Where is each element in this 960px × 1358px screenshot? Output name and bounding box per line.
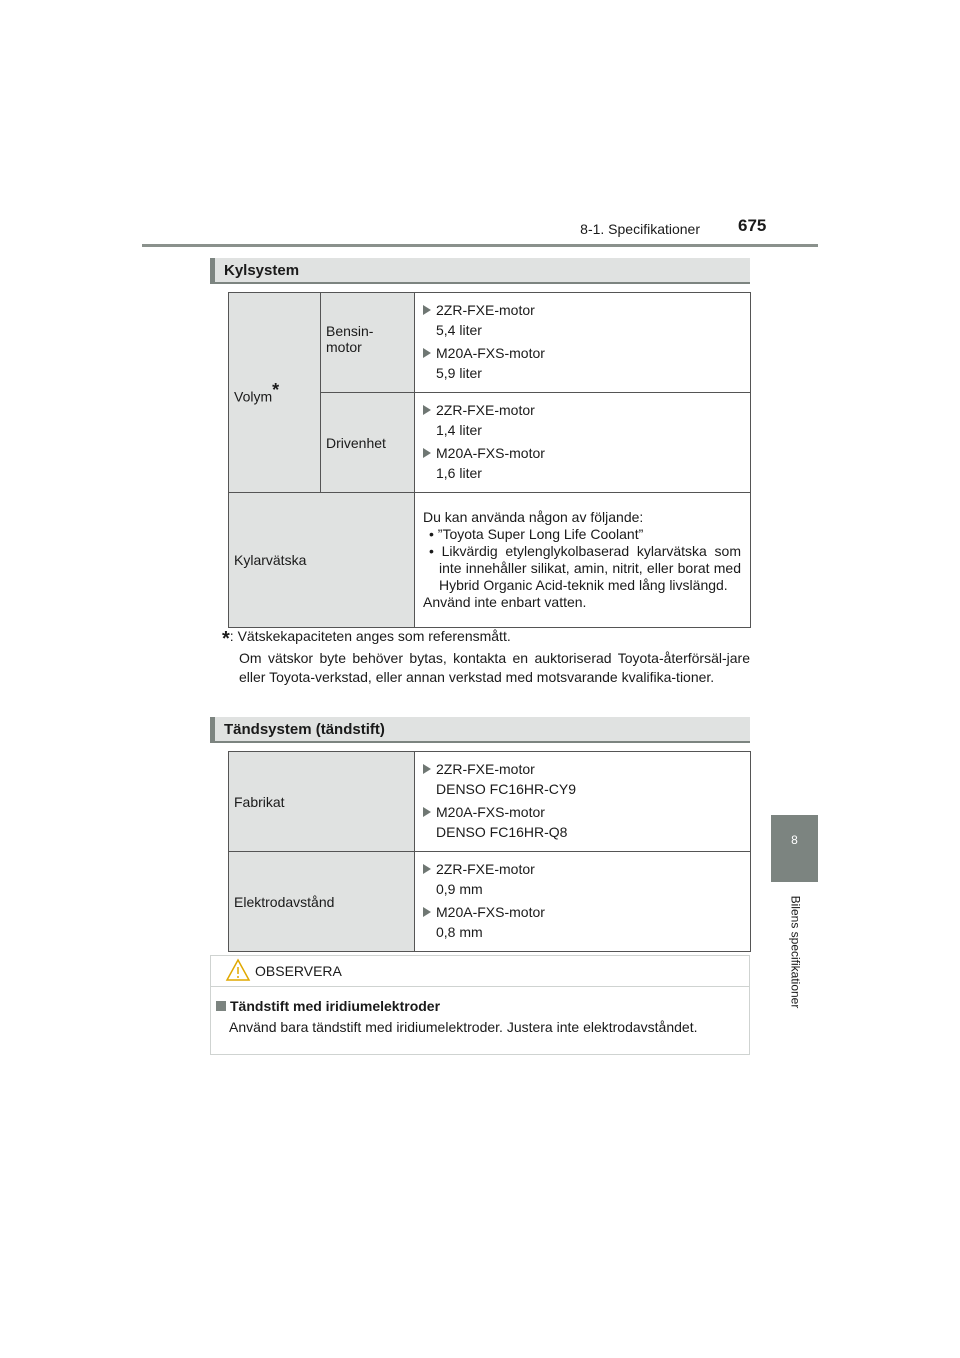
square-bullet-icon [216, 1001, 226, 1011]
notice-header [211, 956, 749, 987]
option-row: 2ZR-FXE-motor [423, 759, 741, 779]
triangle-bullet-icon [423, 305, 431, 315]
option-row: M20A-FXS-motor [423, 443, 741, 463]
option-row: M20A-FXS-motor [423, 902, 741, 922]
drive-unit-label: Drivenhet [326, 434, 386, 451]
notice-body: Använd bara tändstift med iridiumelektroder. Justera inte elektrodavståndet. [229, 1019, 698, 1035]
page-number: 675 [738, 216, 767, 235]
option-row: M20A-FXS-motor [423, 802, 741, 822]
option-value: 5,4 liter [436, 322, 482, 338]
option-value: DENSO FC16HR-CY9 [436, 781, 577, 797]
petrol-engine-label-cell [321, 293, 415, 393]
option-row: 2ZR-FXE-motor [423, 859, 741, 879]
option-row: M20A-FXS-motor [423, 343, 741, 363]
drive-unit-label-cell [321, 393, 415, 493]
warning-icon [225, 958, 251, 982]
section-heading-cooling: Kylsystem [210, 258, 750, 284]
coolant-values [415, 493, 751, 628]
footnote-mark: * [222, 628, 230, 650]
coolant-bullet: • ”Toyota Super Long Life Coolant” [429, 526, 644, 542]
option-value: 0,8 mm [436, 924, 483, 940]
triangle-bullet-icon [423, 907, 431, 917]
option-row: 2ZR-FXE-motor [423, 300, 741, 320]
option-row: 2ZR-FXE-motor [423, 400, 741, 420]
coolant-label: Kylarvätska [234, 552, 307, 568]
notice-box [210, 955, 750, 1055]
option-value: DENSO FC16HR-Q8 [436, 824, 568, 840]
footnote-text: Om vätskor byte behöver bytas, kontakta en auktoriserad Toyota-återförsäl-jare eller Toyota-verkstad, eller annan verkstad med motsvarande kvalifika-tioner. [239, 650, 750, 685]
triangle-bullet-icon [423, 348, 431, 358]
notice-heading: Tändstift med iridiumelektroder [216, 998, 440, 1014]
make-values [415, 752, 751, 852]
section-heading-ignition: Tändsystem (tändstift) [210, 717, 750, 743]
cooling-table [228, 292, 751, 628]
petrol-engine-label: Bensin- motor [326, 323, 374, 355]
chapter-number: 8 [791, 833, 798, 847]
chapter-side-label: Bilens specifikationer [788, 895, 803, 1009]
triangle-bullet-icon [423, 864, 431, 874]
triangle-bullet-icon [423, 405, 431, 415]
volume-label-cell [229, 293, 321, 493]
chapter-tab [771, 815, 818, 882]
footnote-first-line: : Vätskekapaciteten anges som referensmått. [229, 628, 511, 644]
notice-title: OBSERVERA [255, 963, 342, 979]
option-value: 5,9 liter [436, 365, 482, 381]
header-rule [142, 244, 818, 247]
triangle-bullet-icon [423, 764, 431, 774]
make-label-cell [229, 752, 415, 852]
coolant-outro: Använd inte enbart vatten. [423, 594, 587, 610]
volume-label: Volym [234, 388, 273, 405]
running-header-section: 8-1. Specifikationer [580, 221, 700, 237]
gap-values [415, 852, 751, 952]
footnote [222, 627, 750, 687]
coolant-intro: Du kan använda någon av följande: [423, 509, 644, 525]
triangle-bullet-icon [423, 807, 431, 817]
coolant-label-cell [229, 493, 415, 628]
make-label: Fabrikat [234, 793, 285, 810]
option-value: 0,9 mm [436, 881, 483, 897]
coolant-bullet: • Likvärdig etylenglykolbaserad kylarvätska som inte innehåller silikat, amin, nitrit, eller borat med Hybrid Organic Acid-teknik med lång livslängd. [429, 543, 741, 593]
ignition-table [228, 751, 751, 952]
volume-footnote-mark: * [272, 380, 280, 401]
option-value: 1,4 liter [436, 422, 482, 438]
gap-label: Elektrodavstånd [234, 893, 335, 910]
petrol-engine-values [415, 293, 751, 393]
option-value: 1,6 liter [436, 465, 482, 481]
drive-unit-values [415, 393, 751, 493]
triangle-bullet-icon [423, 448, 431, 458]
gap-label-cell [229, 852, 415, 952]
